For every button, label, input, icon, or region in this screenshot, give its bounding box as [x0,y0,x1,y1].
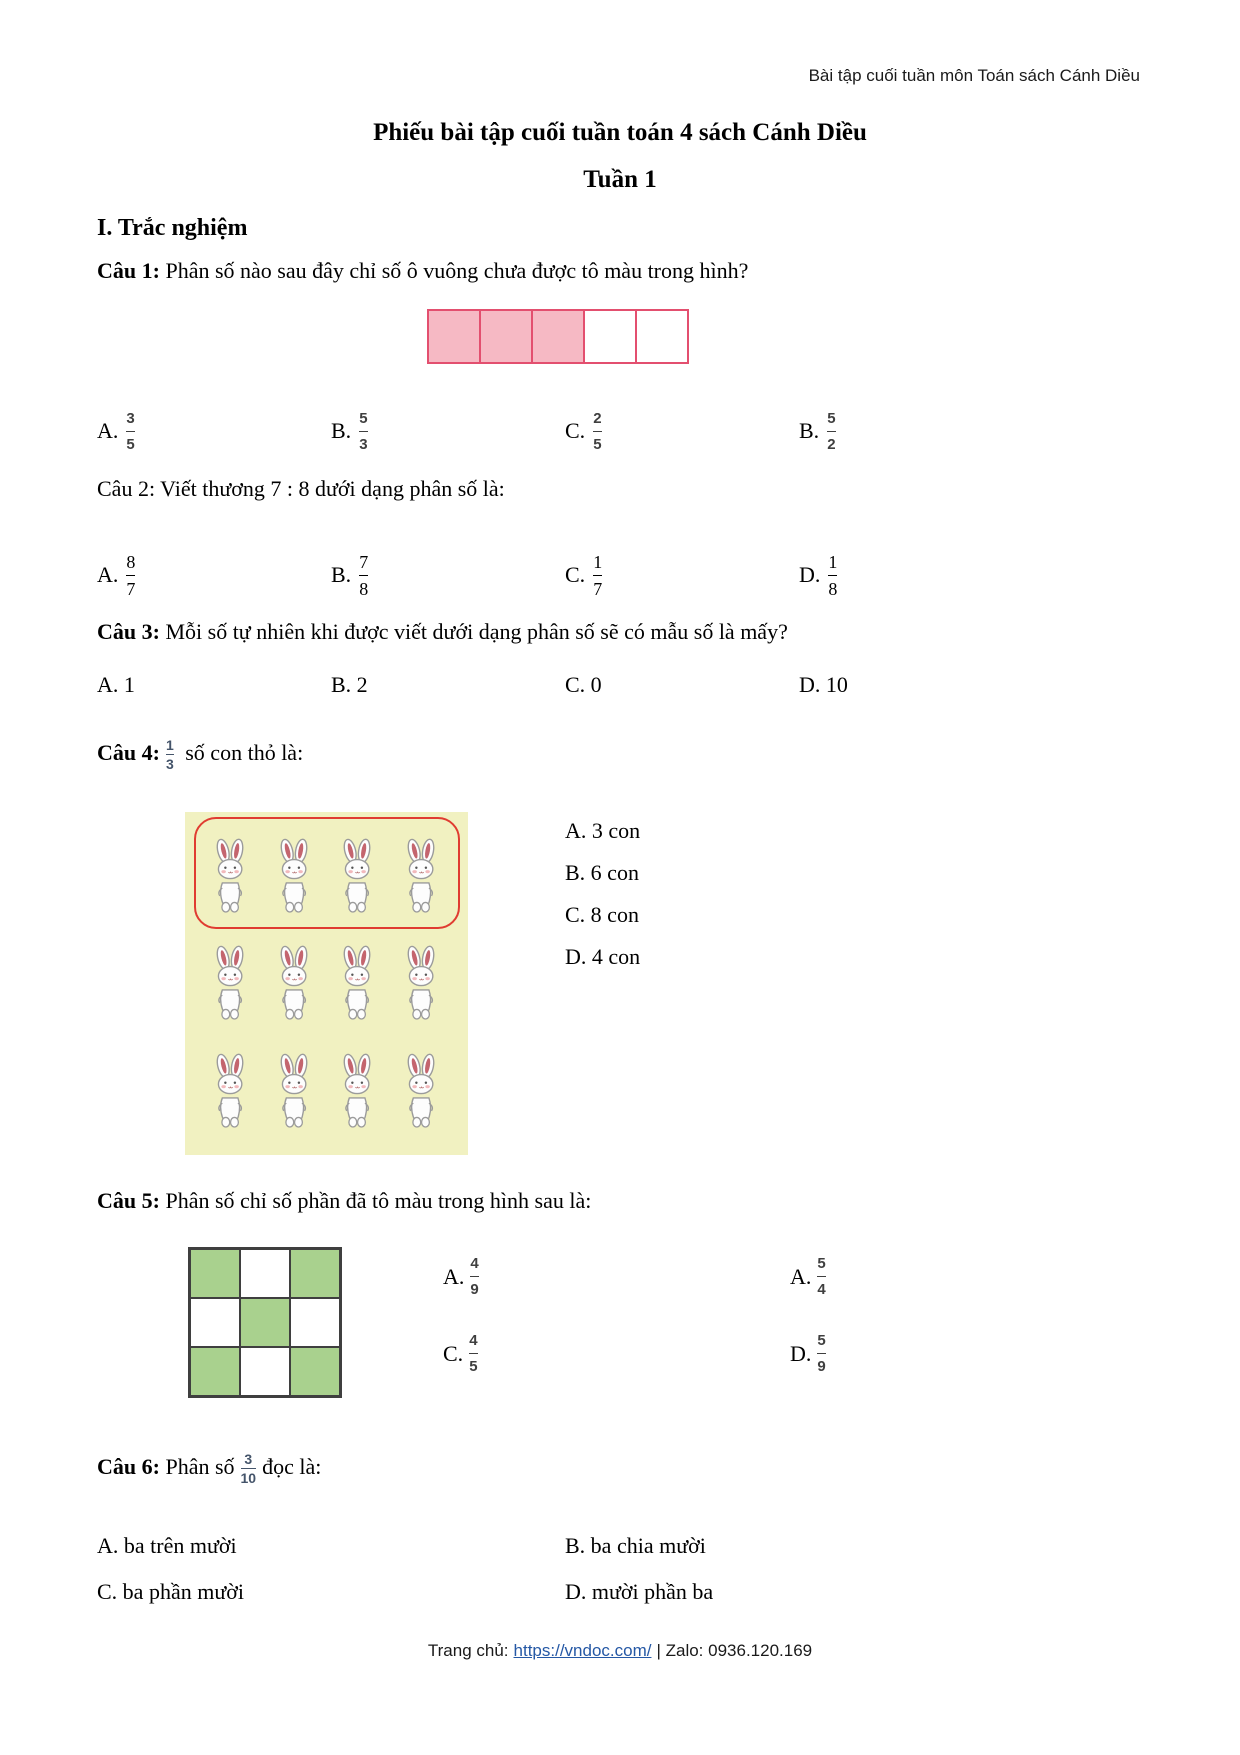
strip-cell [584,310,636,363]
question-2-text: Viết thương 7 : 8 dưới dạng phân số là: [155,476,505,501]
answer-option: D. 4 con [565,944,641,969]
question-5-label: Câu 5: [97,1188,160,1213]
answer-option: A. $\frac{8}{7}$ [97,551,136,599]
answer-option: A. ba trên mười [97,1533,237,1558]
strip-cell [480,310,532,363]
fraction: $\frac{5}{4}$ [817,1255,826,1298]
fraction: $\frac{4}{9}$ [470,1255,479,1298]
grid-cell [190,1249,240,1298]
rabbit-icon [205,1048,257,1134]
fraction: $\frac{5}{3}$ [359,409,368,453]
answer-option: A. $\frac{5}{4}$ [790,1255,826,1298]
answer-option: B. 2 [331,672,368,697]
page-title: Phiếu bài tập cuối tuần toán 4 sách Cánh Diều [373,119,867,146]
fraction: $\frac{1}{7}$ [593,551,603,599]
answer-option: C. $\frac{4}{5}$ [443,1332,478,1375]
answer-option: B. $\frac{7}{8}$ [331,551,369,599]
question-6-text-after: đọc là: [262,1454,322,1479]
rabbit-icon [269,1048,321,1134]
page-header-text: Bài tập cuối tuần môn Toán sách Cánh Diều [808,66,1140,85]
fraction: $\frac{5}{2}$ [827,409,836,453]
section-heading: I. Trắc nghiệm [97,215,248,241]
answer-option: C. 8 con [565,902,639,927]
grid-cell [290,1347,340,1396]
q6-options-row-1 [97,1533,706,1559]
strip-cell [428,310,480,363]
fraction: $\frac{3}{5}$ [126,409,135,453]
answer-option: B. $\frac{5}{3}$ [331,409,368,453]
fraction: $\frac{8}{7}$ [126,551,136,599]
question-1-text: Phân số nào sau đây chỉ số ô vuông chưa được tô màu trong hình? [159,258,749,283]
answer-option: B. 6 con [565,860,639,885]
fraction: $\frac{4}{5}$ [469,1332,478,1375]
answer-option: A. 3 con [565,818,641,843]
answer-option: A. $\frac{3}{5}$ [97,409,135,453]
answer-option: D. $\frac{1}{8}$ [799,551,838,599]
grid-cell [240,1347,290,1396]
grid-cell [240,1298,290,1347]
rabbit-icon [269,940,321,1026]
q1-options [97,399,1033,463]
rabbit-figure [185,812,468,1155]
answer-option: A. 1 [97,672,135,697]
rabbit-icon [396,1048,448,1134]
grid-cell [190,1347,240,1396]
strip-cell [636,310,688,363]
question-4-text: số con thỏ là: [179,740,304,765]
question-3-text: Mỗi số tự nhiên khi được viết dưới dạng phân số sẽ có mẫu số là mấy? [159,619,788,644]
q5-grid-figure [188,1247,342,1398]
grid-cell [290,1298,340,1347]
fraction: $\frac{3}{10}$ [240,1451,257,1487]
question-3 [97,617,1147,647]
question-2-label: Câu 2: [97,476,156,501]
answer-option: D. 10 [799,672,848,697]
grid-cell [290,1249,340,1298]
question-6-label: Câu 6: [97,1454,160,1479]
rabbit-icon [332,1048,384,1134]
q4-options [565,810,640,978]
footer-link[interactable]: https://vndoc.com/ [513,1641,652,1660]
answer-option: D. mười phần ba [565,1579,714,1604]
question-3-label: Câu 3: [97,619,160,644]
fraction: $\frac{1}{3}$ [165,737,174,773]
question-6 [97,1452,1147,1485]
answer-option: C. 0 [565,672,602,697]
q1-figure-strip [427,309,689,364]
footer-prefix: Trang chủ: [427,1641,509,1660]
answer-option: C. $\frac{1}{7}$ [565,551,603,599]
grid-cell [190,1298,240,1347]
question-4 [97,738,1147,771]
question-6-text-before: Phân số [159,1454,235,1479]
rabbit-icon [205,940,257,1026]
answer-option: B. $\frac{5}{2}$ [799,409,836,453]
rabbit-icon [396,940,448,1026]
question-4-label: Câu 4: [97,740,160,765]
question-1-label: Câu 1: [97,258,160,283]
page-subtitle: Tuần 1 [583,166,657,193]
q6-options-row-2 [97,1579,713,1605]
strip-cell [532,310,584,363]
answer-option: C. $\frac{2}{5}$ [565,409,602,453]
answer-option: D. $\frac{5}{9}$ [790,1332,826,1375]
answer-option: A. $\frac{4}{9}$ [443,1255,479,1298]
q3-options [97,672,1033,698]
rabbit-icon [332,940,384,1026]
fraction: $\frac{1}{8}$ [828,551,838,599]
answer-option: B. ba chia mười [565,1533,706,1558]
question-1 [97,256,1147,286]
answer-option: C. ba phần mười [97,1579,244,1604]
q5-options [443,1256,1137,1374]
page-footer [0,1641,1240,1661]
red-circle-overlay [194,817,460,929]
fraction: $\frac{2}{5}$ [593,409,602,453]
grid-cell [240,1249,290,1298]
fraction: $\frac{5}{9}$ [817,1332,826,1375]
question-5 [97,1186,1147,1216]
question-2 [97,474,1147,504]
footer-suffix: | Zalo: 0936.120.169 [656,1641,813,1660]
q2-options [97,540,1033,610]
fraction: $\frac{7}{8}$ [359,551,369,599]
question-5-text: Phân số chỉ số phần đã tô màu trong hình sau là: [159,1188,592,1213]
